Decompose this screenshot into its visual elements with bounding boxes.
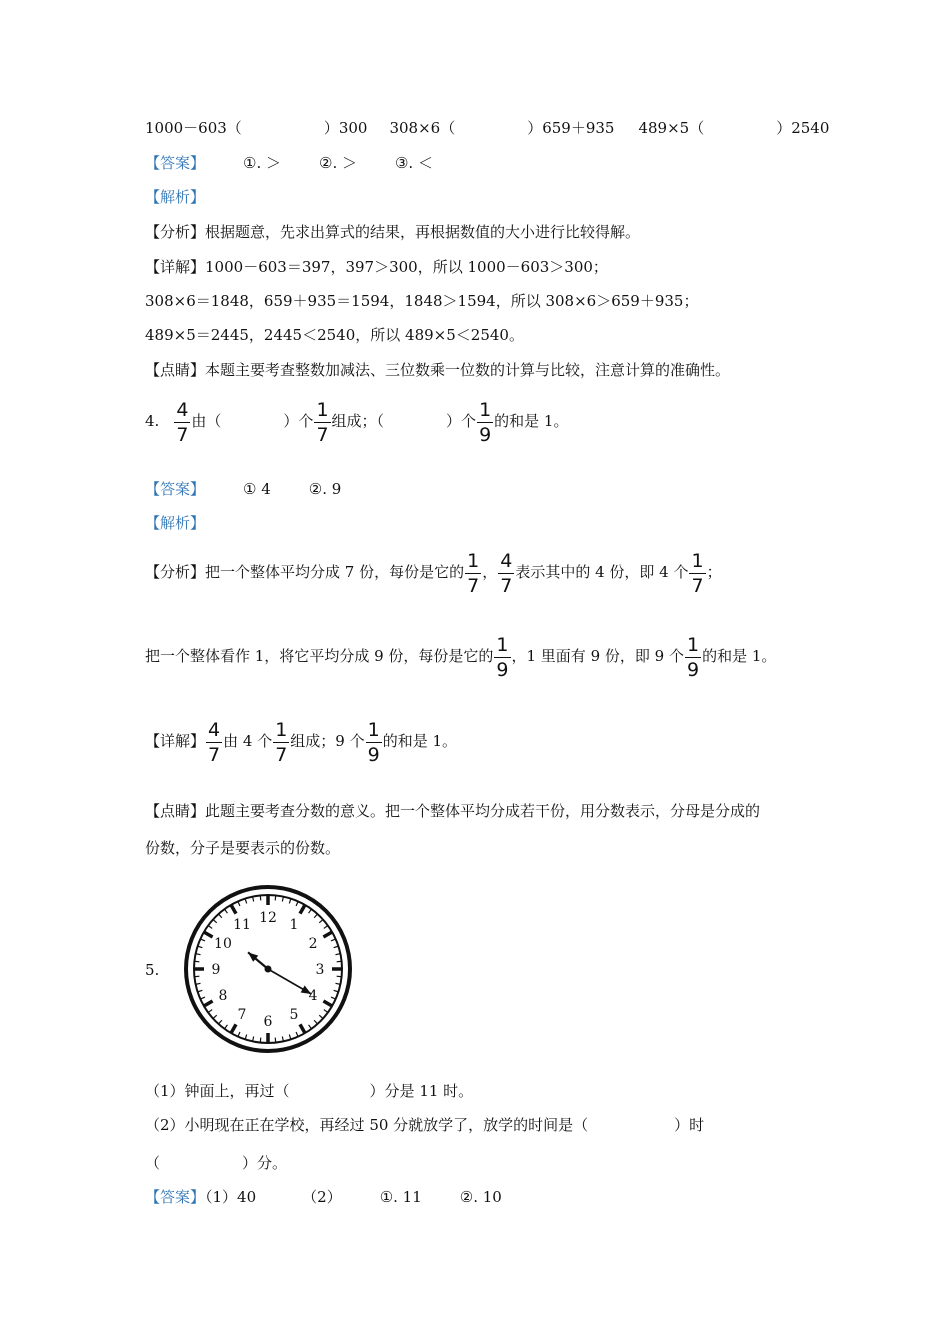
fraction-1-9: $\frac{1}{9}$ <box>367 718 380 766</box>
q4-part5: 的和是 1。 <box>494 412 569 430</box>
q3-fenxi <box>145 222 640 242</box>
answer-3: ③. ＜ <box>394 154 433 172</box>
expr1-left: 1000－603（ <box>145 119 242 137</box>
minute-tick <box>289 899 291 904</box>
q3-xiangjie-line-3: 489×5＝2445，2445＜2540，所以 489×5＜2540。 <box>145 326 524 344</box>
minute-tick <box>334 946 339 948</box>
minute-tick <box>260 895 261 900</box>
q3-question-line <box>145 118 829 138</box>
minute-tick <box>337 961 342 962</box>
q4-number: 4. <box>145 412 160 430</box>
minute-tick <box>324 926 328 929</box>
fenxi-2b: ，1 里面有 9 份，即 9 个 <box>511 647 684 665</box>
q3-xiangjie-line-1 <box>145 257 608 277</box>
dianjing-text: 本题主要考查整数加减法、三位数乘一位数的计算与比较，注意计算的准确性。 <box>205 361 731 379</box>
q5-number: 5. <box>145 961 160 979</box>
minute-tick <box>200 939 205 941</box>
clock-numeral: 8 <box>218 988 228 1004</box>
minute-tick <box>194 976 199 977</box>
fenxi-text: 根据题意，先求出算式的结果，再根据数值的大小进行比较得解。 <box>205 223 641 241</box>
expr3-left: 489×5（ <box>638 119 705 137</box>
clock-numeral: 12 <box>259 910 277 926</box>
minute-tick <box>296 1032 298 1037</box>
fraction-4-7: $\frac{4}{7}$ <box>176 398 189 446</box>
minute-tick <box>238 901 240 906</box>
answer-1: ①. ＞ <box>243 154 281 172</box>
answer-1: ① 4 <box>243 480 271 498</box>
q4-analysis-tag: 【解析】 <box>145 514 206 532</box>
q5-sub2 <box>145 1115 704 1135</box>
sub2-b: ）时 <box>674 1116 705 1134</box>
clock-numeral: 3 <box>315 962 325 978</box>
minute-tick <box>331 939 336 941</box>
minute-tick <box>213 919 217 922</box>
fraction-1-9: $\frac{1}{9}$ <box>496 633 509 681</box>
fraction-1-7: $\frac{1}{7}$ <box>691 549 704 597</box>
q4-part3: 组成；（ <box>331 412 385 430</box>
minute-tick <box>245 1035 247 1040</box>
q4-part1: 由（ <box>191 412 222 430</box>
hour-tick <box>204 1001 213 1006</box>
sub2-a: （2）小明现在正在学校，再经过 50 分就放学了，放学的时间是（ <box>145 1116 589 1134</box>
dianjing-tag: 【点睛】 <box>145 361 206 379</box>
minute-tick <box>198 946 203 948</box>
minute-tick <box>324 1010 328 1013</box>
expr2-right: ）659＋935 <box>527 119 615 137</box>
answer-1: （1）40 <box>205 1188 257 1206</box>
minute-tick <box>208 1010 212 1013</box>
clock-numeral: 7 <box>237 1007 247 1024</box>
sub1-b: ）分是 11 时。 <box>369 1082 474 1100</box>
answer-2: （2） <box>302 1188 342 1206</box>
clock-numeral: 11 <box>233 916 251 933</box>
q3-xiangjie-line-2: 308×6＝1848，659＋935＝1594，1848＞1594，所以 308×6＞659＋935； <box>145 292 699 310</box>
hour-tick <box>204 932 213 937</box>
q4-part4: ）个 <box>446 412 477 430</box>
dianjing-tag: 【点睛】 <box>145 802 206 820</box>
minute-tick <box>337 976 342 977</box>
hour-tick <box>300 1024 305 1033</box>
minute-tick <box>331 997 336 999</box>
clock-numeral: 9 <box>211 962 221 978</box>
q4-question-line <box>145 399 568 445</box>
fenxi-1b: ， <box>482 563 498 581</box>
clock-numeral: 4 <box>308 988 318 1004</box>
answer-tag: 【答案】 <box>145 154 206 172</box>
xiangjie-tag: 【详解】 <box>145 258 206 276</box>
minute-tick <box>260 1038 261 1043</box>
fenxi-1c: 表示其中的 4 份，即 4 个 <box>515 563 689 581</box>
dianjing-text-1: 此题主要考查分数的意义。把一个整体平均分成若干份，用分数表示，分母是分成的 <box>205 802 761 820</box>
sub1-a: （1）钟面上，再过（ <box>145 1082 290 1100</box>
minute-tick <box>275 895 276 900</box>
minute-tick <box>194 961 199 962</box>
minute-tick <box>314 914 317 918</box>
hour-tick <box>300 905 305 914</box>
minute-tick <box>225 909 228 913</box>
minute-tick <box>314 1020 317 1024</box>
q3-analysis-tag: 【解析】 <box>145 188 206 206</box>
answer-2: ②. 9 <box>308 480 342 498</box>
answer-tag: 【答案】 <box>145 480 206 498</box>
q5-sub2-cont <box>145 1153 287 1173</box>
fenxi-tag: 【分析】 <box>145 223 206 241</box>
sub2-d: ）分。 <box>242 1154 288 1172</box>
minute-tick <box>309 1025 312 1029</box>
q5-sub1 <box>145 1081 473 1101</box>
clock-numeral: 6 <box>263 1014 273 1030</box>
answer-2b: ②. 10 <box>459 1188 502 1206</box>
hour-tick <box>323 932 332 937</box>
clock-numeral: 5 <box>289 1007 299 1024</box>
minute-tick <box>238 1032 240 1037</box>
q3-answer-line <box>145 153 433 173</box>
answer-2: ②. ＞ <box>319 154 357 172</box>
clock-numeral: 2 <box>308 936 318 952</box>
expr1-right: ）300 <box>323 119 368 137</box>
q4-dianjing-line-2: 份数，分子是要表示的份数。 <box>145 839 341 857</box>
minute-tick <box>309 909 312 913</box>
fraction-1-7: $\frac{1}{7}$ <box>275 718 288 766</box>
q4-fenxi-line-2 <box>145 634 776 680</box>
minute-tick <box>334 990 339 992</box>
minute-tick <box>198 990 203 992</box>
q3-dianjing <box>145 360 730 380</box>
clock-numeral: 1 <box>289 916 299 933</box>
fenxi-1d: ； <box>706 563 722 581</box>
fenxi-2c: 的和是 1。 <box>702 647 777 665</box>
minute-tick <box>200 997 205 999</box>
minute-tick <box>218 1020 221 1024</box>
xiangjie-tag: 【详解】 <box>145 732 206 750</box>
fraction-4-7: $\frac{4}{7}$ <box>208 718 221 766</box>
clock-center <box>265 966 272 973</box>
minute-tick <box>319 1015 323 1018</box>
minute-tick <box>245 899 247 904</box>
clock-numeral: 10 <box>214 936 232 952</box>
minute-tick <box>296 901 298 906</box>
q4-answer-line <box>145 479 341 499</box>
q5-answer-line <box>145 1187 502 1207</box>
sub2-c: （ <box>145 1154 161 1172</box>
clock-face-icon <box>183 884 353 1054</box>
minute-tick <box>208 926 212 929</box>
xiangjie-b: 组成；9 个 <box>290 732 365 750</box>
answer-tag: 【答案】 <box>145 1188 206 1206</box>
minute-tick <box>289 1035 291 1040</box>
fenxi-1a: 把一个整体平均分成 7 份，每份是它的 <box>205 563 465 581</box>
fenxi-tag: 【分析】 <box>145 563 206 581</box>
minute-tick <box>213 1015 217 1018</box>
hour-tick <box>231 905 236 914</box>
answer-2a: ①. 11 <box>379 1188 422 1206</box>
minute-tick <box>319 919 323 922</box>
fraction-1-9: $\frac{1}{9}$ <box>479 398 492 446</box>
fraction-1-7: $\frac{1}{7}$ <box>467 549 480 597</box>
fraction-1-9: $\frac{1}{9}$ <box>686 633 700 681</box>
expr2-left: 308×6（ <box>389 119 456 137</box>
q4-xiangjie-line <box>145 719 457 765</box>
minute-tick <box>275 1038 276 1043</box>
fraction-1-7: $\frac{1}{7}$ <box>316 398 329 446</box>
xiangjie-text-1: 1000－603＝397，397＞300，所以 1000－603＞300； <box>205 258 608 276</box>
hour-tick <box>231 1024 236 1033</box>
expr3-right: ）2540 <box>776 119 830 137</box>
xiangjie-a: 由 4 个 <box>223 732 273 750</box>
fenxi-2a: 把一个整体看作 1，将它平均分成 9 份，每份是它的 <box>145 647 494 665</box>
q4-part2: ）个 <box>283 412 314 430</box>
xiangjie-c: 的和是 1。 <box>382 732 458 750</box>
hour-tick <box>323 1001 332 1006</box>
minute-tick <box>225 1025 228 1029</box>
fraction-4-7: $\frac{4}{7}$ <box>500 549 513 597</box>
q4-fenxi-line-1 <box>145 550 722 596</box>
q4-dianjing-line-1 <box>145 801 760 821</box>
minute-tick <box>218 914 221 918</box>
